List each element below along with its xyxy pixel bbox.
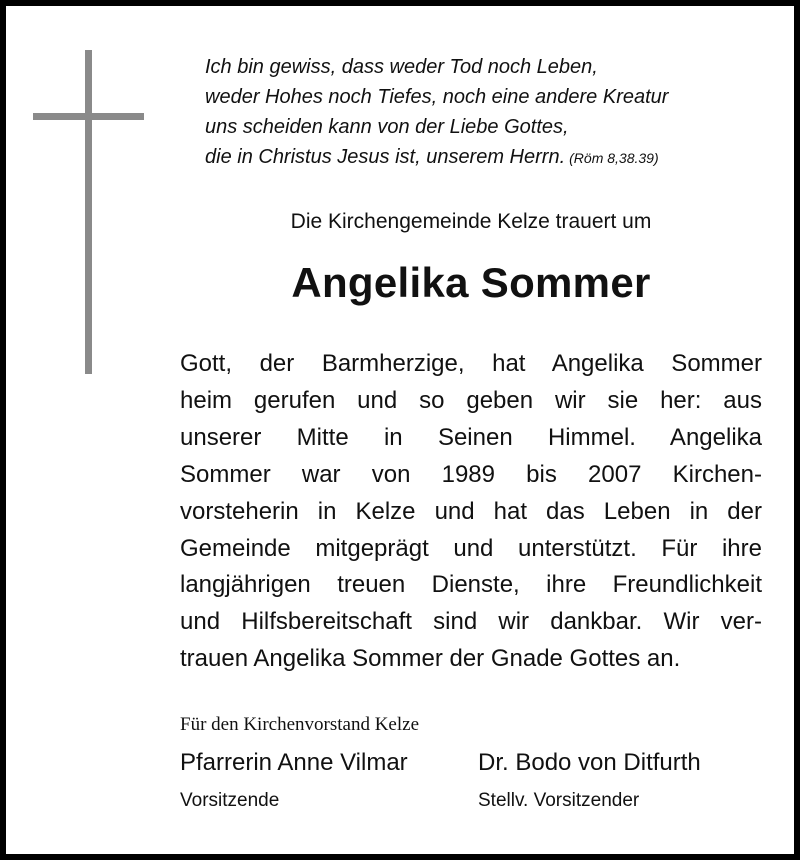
tribute-line: Gemeinde mitgeprägt und unterstützt. Für ihre [180, 534, 762, 562]
verse-line-text: die in Christus Jesus ist, unserem Herrn. [205, 146, 566, 168]
tribute-line: und Hilfsbereitschaft sind wir dankbar. Wir ver- [180, 608, 762, 636]
tribute-line: Sommer war von 1989 bis 2007 Kirchen- [180, 460, 762, 488]
signatory-name: Pfarrerin Anne Vilmar [180, 749, 408, 776]
tribute-line: langjährigen treuen Dienste, ihre Freundlichkeit [180, 571, 762, 599]
verse-line: weder Hohes noch Tiefes, noch eine andere Kreatur [205, 86, 669, 108]
verse-line-last [205, 142, 785, 173]
tribute-line: Gott, der Barmherzige, hat Angelika Sommer [180, 350, 762, 377]
verse-line: Ich bin gewiss, dass weder Tod noch Leben, [205, 56, 598, 78]
signatory-chair [180, 746, 408, 815]
cross-horizontal-beam [33, 113, 144, 120]
tribute-line: unserer Mitte in Seinen Himmel. Angelika [180, 423, 762, 451]
signatory-deputy [478, 746, 701, 815]
cross-vertical-beam [85, 50, 92, 374]
tribute-line: trauen Angelika Sommer der Gnade Gottes an. [180, 645, 681, 673]
mourning-intro: Die Kirchengemeinde Kelze trauert um [290, 210, 652, 233]
verse-reference: (Röm 8,38.39) [569, 150, 659, 166]
verse-line: uns scheiden kann von der Liebe Gottes, [205, 116, 569, 138]
tribute-text [180, 346, 762, 678]
signatory-name: Dr. Bodo von Ditfurth [478, 749, 701, 776]
signatory-role: Vorsitzende [180, 790, 280, 811]
signatory-role: Stellv. Vorsitzender [478, 790, 640, 811]
bible-verse [205, 52, 785, 173]
deceased-name: Angelika Sommer [291, 259, 651, 306]
tribute-line: vorsteherin in Kelze und hat das Leben in der [180, 497, 762, 525]
on-behalf-label: Für den Kirchenvorstand Kelze [180, 714, 420, 735]
tribute-line: heim gerufen und so geben wir sie her: aus [180, 386, 762, 414]
